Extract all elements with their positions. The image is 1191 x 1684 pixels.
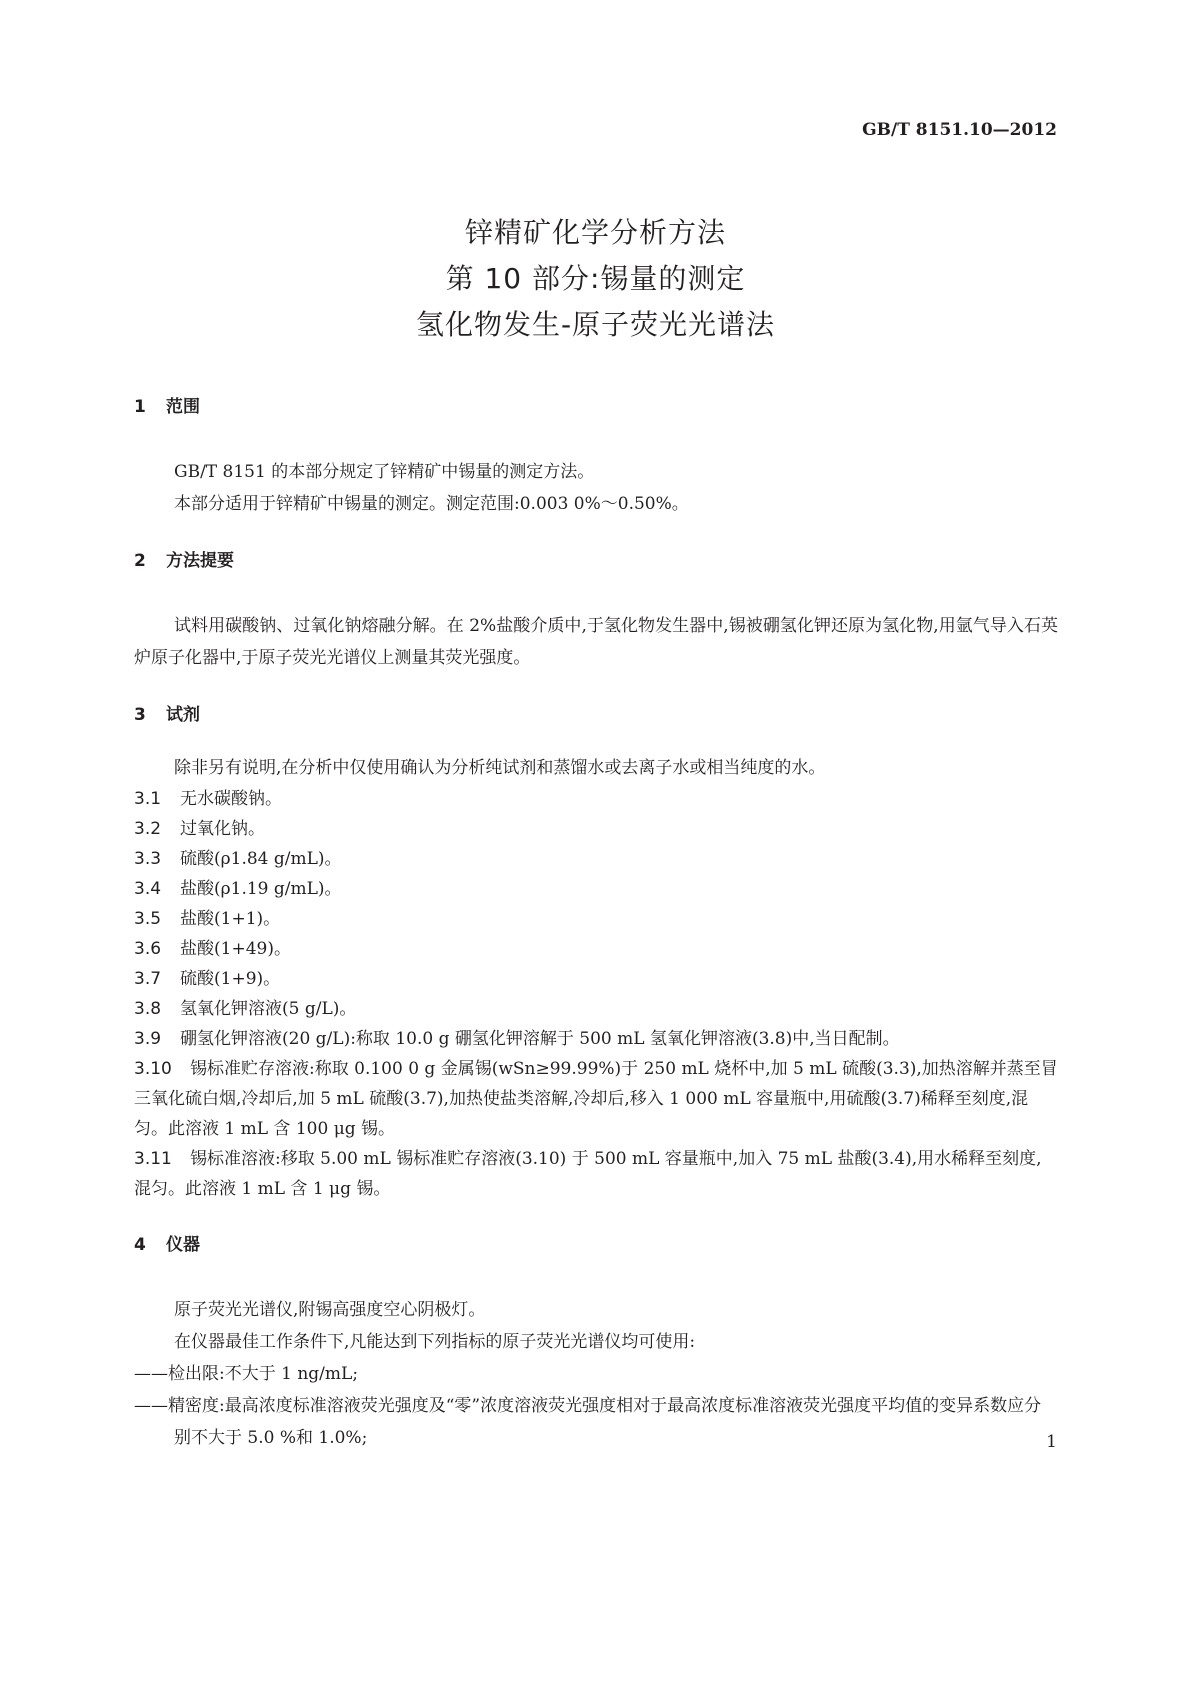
paragraph: GB/T 8151 的本部分规定了锌精矿中锡量的测定方法。 — [174, 462, 595, 482]
section-heading-reagents — [134, 700, 1058, 730]
section-heading-apparatus — [134, 1230, 1058, 1260]
item-text: 盐酸(1+49)。 — [180, 939, 291, 959]
item-text: 盐酸(ρ1.19 g/mL)。 — [180, 879, 342, 899]
reagent-item — [134, 874, 1058, 904]
reagent-item — [134, 784, 1058, 814]
item-number: 3.2 — [134, 819, 162, 839]
item-text: 过氧化钠。 — [180, 819, 265, 839]
item-text: 锡标准贮存溶液:称取 0.100 0 g 金属锡(wSn≥99.99%)于 250 mL 烧杯中,加 5 mL 硫酸(3.3),加热溶解并蒸至冒三氧化硫白烟,冷却后,加 5 mL 硫酸(3.7),加热使盐类溶解,冷却后,移入 1 000 mL 容量瓶中,用硫酸(3.7)稀释至刻度,混匀。此溶液 1 mL 含 100 μg 锡。 — [134, 1059, 1058, 1139]
item-number: 3.1 — [134, 789, 162, 809]
title-line-1: 锌精矿化学分析方法 — [464, 216, 726, 249]
reagent-item — [134, 904, 1058, 934]
reagent-item — [134, 844, 1058, 874]
item-text: 锡标准溶液:移取 5.00 mL 锡标准贮存溶液(3.10) 于 500 mL 容量瓶中,加入 75 mL 盐酸(3.4),用水稀释至刻度,混匀。此溶液 1 mL 含 1 μg 锡。 — [134, 1149, 1042, 1199]
paragraph: 除非另有说明,在分析中仅使用确认为分析纯试剂和蒸馏水或去离子水或相当纯度的水。 — [174, 758, 826, 778]
section-heading-method-summary — [134, 546, 1058, 576]
item-text: 硼氢化钾溶液(20 g/L):称取 10.0 g 硼氢化钾溶解于 500 mL 氢氧化钾溶液(3.8)中,当日配制。 — [180, 1029, 900, 1049]
section-number: 3 — [134, 705, 146, 725]
page-number: 1 — [1046, 1432, 1057, 1452]
reagent-item — [134, 1144, 1058, 1204]
reagent-item — [134, 1024, 1058, 1054]
item-number: 3.7 — [134, 969, 162, 989]
item-number: 3.10 — [134, 1059, 172, 1079]
item-number: 3.3 — [134, 849, 162, 869]
standard-code: GB/T 8151.10—2012 — [862, 120, 1057, 140]
document-body — [134, 392, 1058, 1454]
paragraph: 在仪器最佳工作条件下,凡能达到下列指标的原子荧光光谱仪均可使用: — [174, 1332, 696, 1352]
section-number: 4 — [134, 1235, 146, 1255]
document-title — [0, 210, 1191, 348]
reagent-item — [134, 934, 1058, 964]
reagent-item — [134, 964, 1058, 994]
reagent-item — [134, 994, 1058, 1024]
dash-list-item: ——精密度:最高浓度标准溶液荧光强度及“零”浓度溶液荧光强度相对于最高浓度标准溶液荧光强度平均值的变异系数应分别不大于 5.0 %和 1.0%; — [134, 1396, 1042, 1448]
section-title: 仪器 — [166, 1235, 200, 1255]
item-text: 氢氧化钾溶液(5 g/L)。 — [180, 999, 357, 1019]
section-title: 范围 — [166, 397, 200, 417]
section-title: 方法提要 — [166, 551, 234, 571]
section-number: 1 — [134, 397, 146, 417]
paragraph: 原子荧光光谱仪,附锡高强度空心阴极灯。 — [174, 1300, 486, 1320]
reagent-item — [134, 1054, 1058, 1144]
item-text: 硫酸(1+9)。 — [180, 969, 281, 989]
item-number: 3.4 — [134, 879, 162, 899]
item-number: 3.5 — [134, 909, 162, 929]
item-number: 3.6 — [134, 939, 162, 959]
item-number: 3.9 — [134, 1029, 162, 1049]
paragraph: 试料用碳酸钠、过氧化钠熔融分解。在 2%盐酸介质中,于氢化物发生器中,锡被硼氢化钾还原为氢化物,用氩气导入石英炉原子化器中,于原子荧光光谱仪上测量其荧光强度。 — [134, 616, 1058, 668]
paragraph: 本部分适用于锌精矿中锡量的测定。测定范围:0.003 0%～0.50%。 — [174, 494, 689, 514]
section-title: 试剂 — [166, 705, 200, 725]
item-number: 3.11 — [134, 1149, 172, 1169]
item-text: 盐酸(1+1)。 — [180, 909, 281, 929]
dash-list-item: ——检出限:不大于 1 ng/mL; — [134, 1364, 359, 1384]
reagent-item — [134, 814, 1058, 844]
item-text: 无水碳酸钠。 — [180, 789, 282, 809]
section-number: 2 — [134, 551, 146, 571]
title-line-3: 氢化物发生-原子荧光光谱法 — [415, 308, 776, 341]
title-line-2: 第 10 部分:锡量的测定 — [445, 262, 746, 295]
section-heading-scope — [134, 392, 1058, 422]
item-number: 3.8 — [134, 999, 162, 1019]
item-text: 硫酸(ρ1.84 g/mL)。 — [180, 849, 342, 869]
